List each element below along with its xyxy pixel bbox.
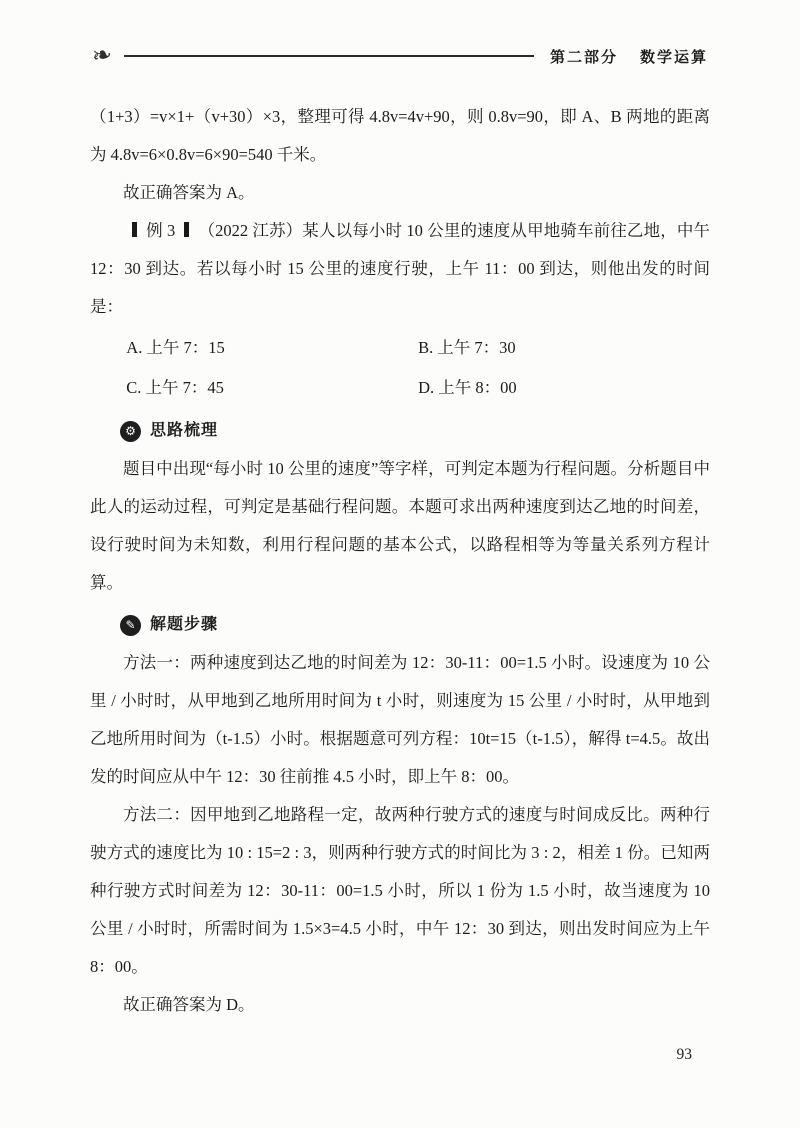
option-d-text: 上午 8：00 <box>438 378 517 397</box>
gear-icon: ⚙ <box>120 421 141 442</box>
paragraph-method-two: 方法二：因甲地到乙地路程一定，故两种行驶方式的速度与时间成反比。两种行驶方式的速度比为 10 : 15=2 : 3，则两种行驶方式的时间比为 3 : 2，相差 1 份。已知两种行驶方式时间差为 12：30-11：00=1.5 小时，所以 1 份为 1.5 小时，故当速度为 10 公里 / 小时时，所需时间为 1.5×3=4.5 小时，中午 12：30 到达，则出发时间应为上午 8：00。 <box>90 805 710 976</box>
option-a <box>126 328 418 368</box>
paragraph-outline-body: 题目中出现“每小时 10 公里的速度”等字样，可判定本题为行程问题。分析题目中此人的运动过程，可判定是基础行程问题。本题可求出两种速度到达乙地的时间差，设行驶时间为未知数，利用行程问题的基本公式，以路程相等为等量关系列方程计算。 <box>90 459 710 592</box>
page-content <box>90 98 710 1024</box>
option-list <box>126 328 710 408</box>
header-section-title: 数学运算 <box>639 48 708 66</box>
leaf-ornament-icon: ❧ <box>90 41 114 71</box>
page-number: 93 <box>676 1046 692 1063</box>
option-d <box>418 368 710 408</box>
example-marker-bar-right <box>184 222 189 237</box>
header-rule <box>124 55 534 57</box>
section-heading-steps <box>120 612 710 638</box>
paragraph-continuation: （1+3）=v×1+（v+30）×3，整理可得 4.8v=4v+90，则 0.8v=90，即 A、B 两地的距离为 4.8v=6×0.8v=6×90=540 千米。 <box>90 107 710 164</box>
option-a-label: A. <box>126 338 143 357</box>
paragraph-method-one: 方法一：两种速度到达乙地的时间差为 12：30-11：00=1.5 小时。设速度为 10 公里 / 小时时，从甲地到乙地所用时间为 t 小时，则速度为 15 公里 / 小时时，从甲地到乙地所用时间为（t-1.5）小时。根据题意可列方程：10t=15（t-1.5），解得 t=4.5。故出发的时间应从中午 12：30 往前推 4.5 小时，即上午 8：00。 <box>90 653 710 786</box>
option-d-label: D. <box>418 378 435 397</box>
paragraph-answer-a: 故正确答案为 A。 <box>123 183 255 202</box>
option-c-text: 上午 7：45 <box>145 378 224 397</box>
option-b-label: B. <box>418 338 434 357</box>
section-title-outline: 思路梳理 <box>150 422 219 439</box>
option-b <box>418 328 710 368</box>
example-marker-bar-left <box>132 222 137 237</box>
option-b-text: 上午 7：30 <box>437 338 516 357</box>
example-marker-label: 例 3 <box>146 221 176 240</box>
paragraph-example-3 <box>90 212 710 326</box>
header-part-label: 第二部分 <box>549 48 618 66</box>
pencil-icon: ✎ <box>120 615 141 636</box>
option-a-text: 上午 7：15 <box>146 338 225 357</box>
option-c-label: C. <box>126 378 142 397</box>
section-heading-outline <box>120 418 710 444</box>
section-title-steps: 解题步骤 <box>150 616 219 633</box>
example-question-text: （2022 江苏）某人以每小时 10 公里的速度从甲地骑车前往乙地，中午 12：30 到达。若以每小时 15 公里的速度行驶，上午 11：00 到达，则他出发的时间是： <box>90 221 711 316</box>
paragraph-answer-d: 故正确答案为 D。 <box>123 995 255 1014</box>
page-header <box>90 41 708 71</box>
option-c <box>126 368 418 408</box>
header-section-label <box>550 46 708 67</box>
